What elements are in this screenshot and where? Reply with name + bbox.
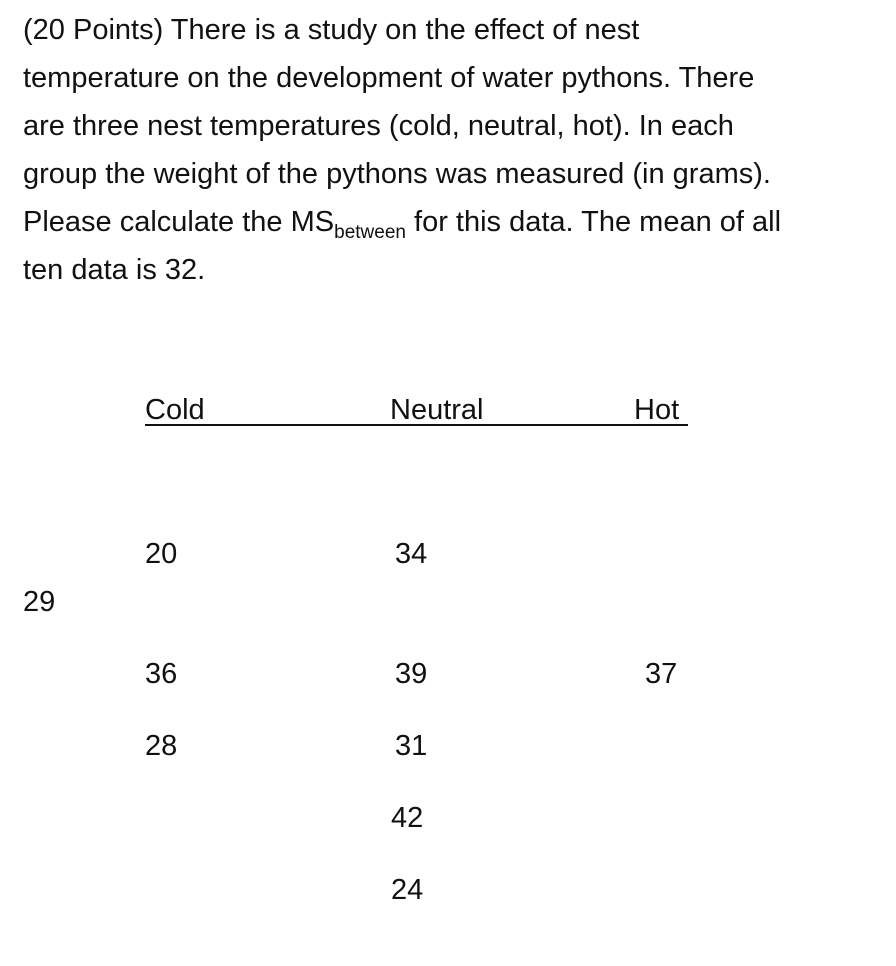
ms-between-subscript: between bbox=[334, 222, 406, 243]
stray-value: 29 bbox=[23, 586, 56, 618]
column-header-cold: Cold bbox=[145, 394, 205, 426]
question-text bbox=[23, 6, 873, 294]
question-line-6: ten data is 32. bbox=[23, 254, 206, 286]
neutral-value-3: 31 bbox=[395, 730, 428, 762]
neutral-value-4: 42 bbox=[391, 802, 424, 834]
cold-value-1: 20 bbox=[145, 538, 178, 570]
question-line-3: are three nest temperatures (cold, neutral, hot). In each bbox=[23, 110, 734, 142]
neutral-value-1: 34 bbox=[395, 538, 428, 570]
column-header-hot: Hot bbox=[634, 394, 680, 426]
hot-value-1: 37 bbox=[645, 658, 678, 690]
neutral-value-2: 39 bbox=[395, 658, 428, 690]
question-line-1: (20 Points) There is a study on the effect of nest bbox=[23, 14, 640, 46]
question-line-4: group the weight of the pythons was measured (in grams). bbox=[23, 158, 771, 190]
question-line-5-end: for this data. The mean of all bbox=[405, 206, 782, 238]
cold-value-2: 36 bbox=[145, 658, 178, 690]
question-line-5 bbox=[23, 198, 873, 246]
neutral-value-5: 24 bbox=[391, 874, 424, 906]
question-line-5-start: Please calculate the MS bbox=[23, 206, 335, 238]
cold-value-3: 28 bbox=[145, 730, 178, 762]
question-line-2: temperature on the development of water pythons. There bbox=[23, 62, 755, 94]
column-header-neutral: Neutral bbox=[390, 394, 484, 426]
